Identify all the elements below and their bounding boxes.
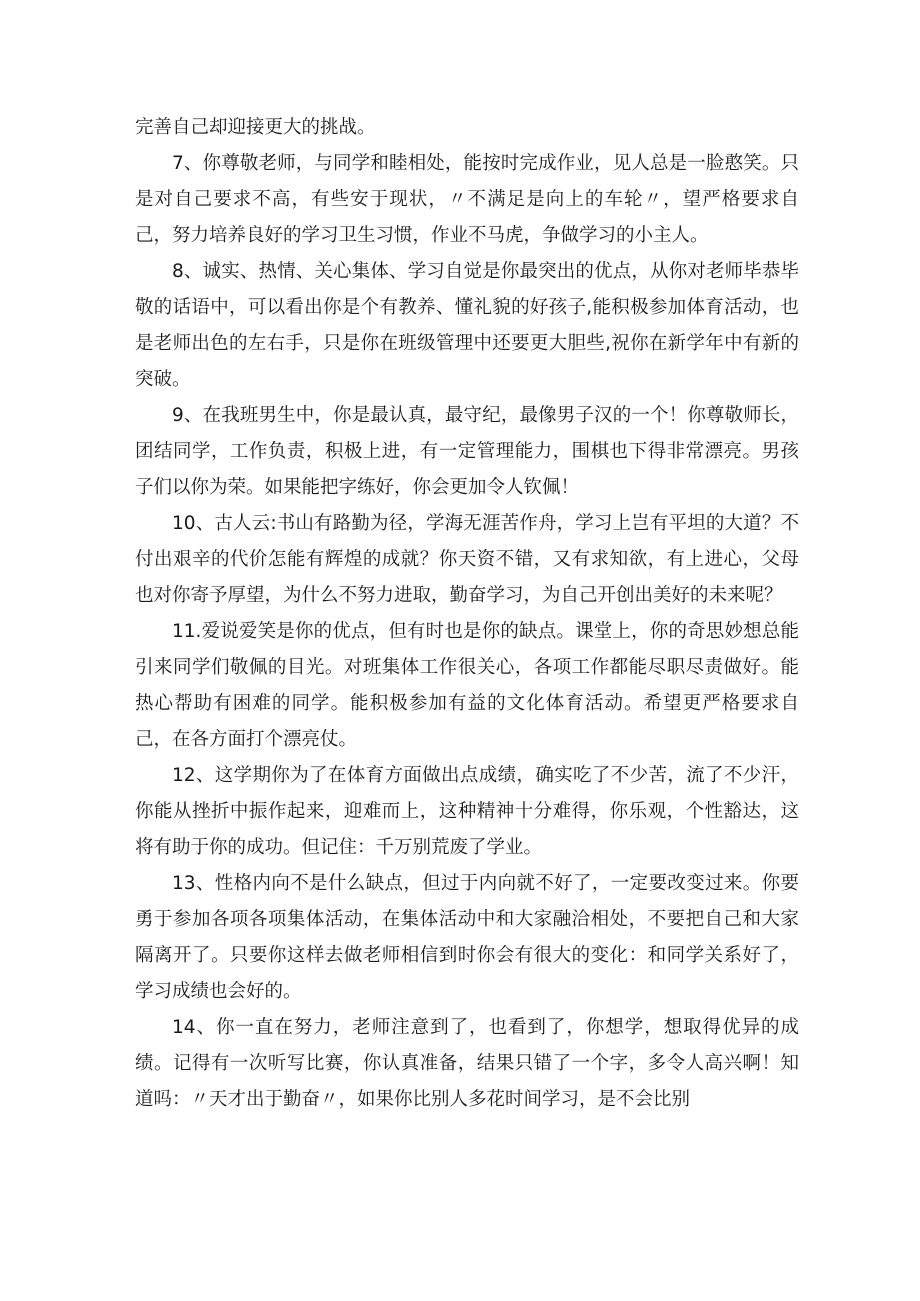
paragraph-continuation: 完善自己却迎接更大的挑战。 bbox=[135, 117, 376, 138]
paragraph-12: 12、这学期你为了在体育方面做出点成绩，确实吃了不少苦，流了不少汗，你能从挫折中振作起来，迎难而上，这种精神十分难得，你乐观，个性豁达，这将有助于你的成功。但记住：千万别荒废了学业。 bbox=[135, 765, 799, 858]
paragraph-7: 7、你尊敬老师，与同学和睦相处，能按时完成作业，见人总是一脸憨笑。只是对自己要求不高，有些安于现状，〃不满足是向上的车轮〃，望严格要求自己，努力培养良好的学习卫生习惯，作业不马虎，争做学习的小主人。 bbox=[135, 153, 799, 246]
paragraph-10: 10、古人云:书山有路勤为径，学海无涯苦作舟，学习上岂有平坦的大道？不付出艰辛的代价怎能有辉煌的成就？你天资不错，又有求知欲，有上进心，父母也对你寄予厚望，为什么不努力进取，勤奋学习，为自己开创出美好的未来呢？ bbox=[135, 513, 799, 606]
document-body bbox=[135, 110, 799, 1118]
paragraph-9: 9、在我班男生中，你是最认真，最守纪，最像男子汉的一个！你尊敬师长，团结同学，工作负责，积极上进，有一定管理能力，围棋也下得非常漂亮。男孩子们以你为荣。如果能把字练好，你会更加令人钦佩！ bbox=[135, 405, 799, 498]
paragraph-13: 13、性格内向不是什么缺点，但过于内向就不好了，一定要改变过来。你要勇于参加各项各项集体活动，在集体活动中和大家融洽相处，不要把自己和大家隔离开了。只要你这样去做老师相信到时你会有很大的变化：和同学关系好了，学习成绩也会好的。 bbox=[135, 873, 799, 1002]
paragraph-11: 11.爱说爱笑是你的优点，但有时也是你的缺点。课堂上，你的奇思妙想总能引来同学们敬佩的目光。对班集体工作很关心，各项工作都能尽职尽责做好。能热心帮助有困难的同学。能积极参加有益的文化体育活动。希望更严格要求自己，在各方面打个漂亮仗。 bbox=[135, 621, 799, 750]
paragraph-8: 8、诚实、热情、关心集体、学习自觉是你最突出的优点，从你对老师毕恭毕敬的话语中，可以看出你是个有教养、懂礼貌的好孩子,能积极参加体育活动，也是老师出色的左右手，只是你在班级管理中还要更大胆些,祝你在新学年中有新的突破。 bbox=[135, 261, 799, 390]
paragraph-14: 14、你一直在努力，老师注意到了，也看到了，你想学，想取得优异的成绩。记得有一次听写比赛，你认真准备，结果只错了一个字，多令人高兴啊！知道吗：〃天才出于勤奋〃，如果你比别人多花时间学习，是不会比别 bbox=[135, 1017, 799, 1110]
